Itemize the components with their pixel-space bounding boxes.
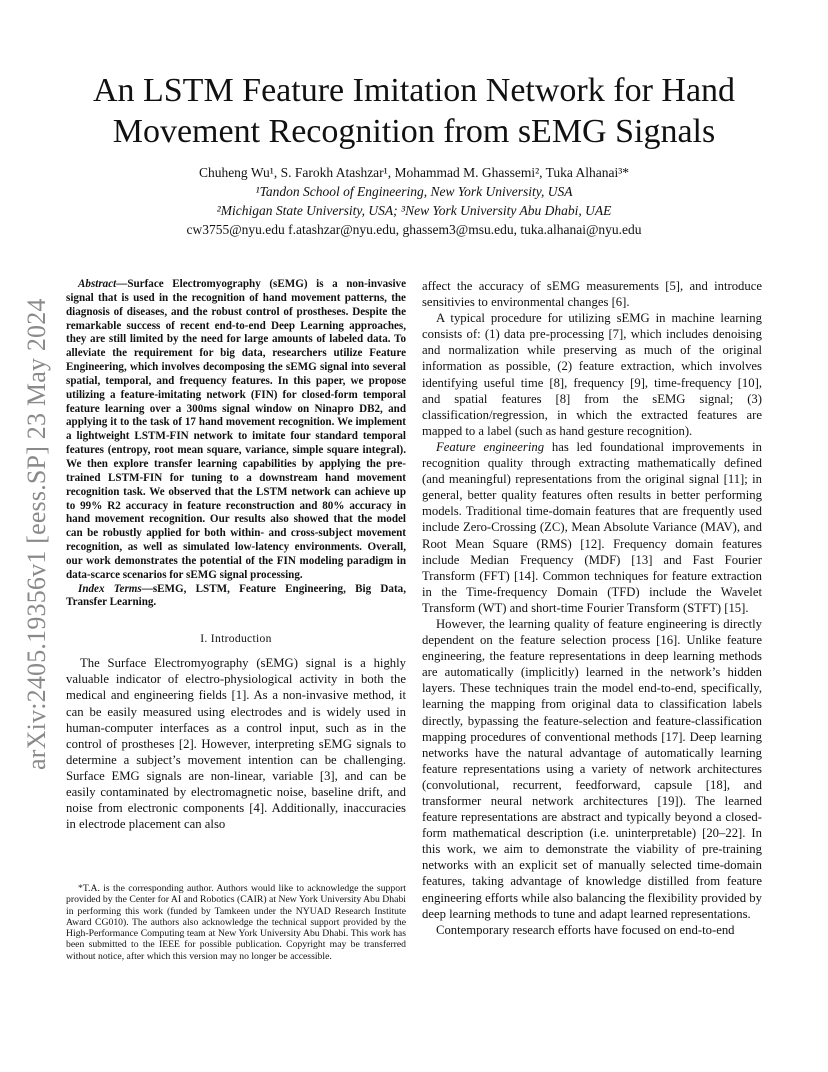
author-names: Chuheng Wu¹, S. Farokh Atashzar¹, Mohammad M. Ghassemi², Tuka Alhanai³*	[198, 165, 630, 180]
footnote	[66, 883, 406, 962]
affiliation-1: ¹Tandon School of Engineering, New York University, USA	[255, 184, 573, 199]
right-paragraph-procedure: A typical procedure for utilizing sEMG in machine learning consists of: (1) data pre-processing [7], which includes denoising and normalization while preserving as much of the original information as possible, (2) feature extraction, which involves identifying useful time [8], frequency [9], time-frequency [10], and spatial features [8] from the sEMG signal; (3) classification/regression, in which the extracted features are mapped to a label (such as hand gesture recognition).	[422, 311, 762, 438]
abstract	[66, 278, 406, 583]
right-paragraph-continuation: affect the accuracy of sEMG measurements [5], and introduce sensitivies to environmental changes [6].	[422, 279, 762, 310]
abstract-text: Surface Electromyography (sEMG) is a non-invasive signal that is used in the recognition of hand movement patterns, the diagnosis of diseases, and the robust control of prostheses. Despite the remarkable success of recent end-to-end Deep Learning approaches, they are still limited by the need for large amounts of labeled data. To alleviate the requirement for big data, researchers utilize Feature Engineering, which involves decomposing the sEMG signal into several spatial, temporal, and frequency features. In this paper, we propose utilizing a feature-imitating network (FIN) for closed-form temporal feature learning over a 300ms signal window on Ninapro DB2, and applying it to the task of 17 hand movement recognition. We implement a lightweight LSTM-FIN network to imitate four standard temporal features (entropy, root mean square, variance, simple square integral). We then explore transfer learning capabilities by applying the pre-trained LSTM-FIN for tuning to a downstream hand movement recognition task. We observed that the LSTM network can achieve up to 99% R2 accuracy in feature reconstruction and 80% accuracy in hand movement recognition. Our results also showed that the model can be robustly applied for both within- and cross-subject movement recognition, as well as simulated low-latency environments. Overall, our work demonstrates the potential of the FIN modeling paradigm in data-scarce scenarios for sEMG signal processing.	[66, 278, 406, 581]
abstract-label: Abstract—	[78, 278, 128, 290]
paper-title: An LSTM Feature Imitation Network for Hand Movement Recognition from sEMG Signals	[92, 72, 736, 150]
right-paragraph-contemporary: Contemporary research efforts have focused on end-to-end	[436, 922, 735, 937]
affiliation-2: ²Michigan State University, USA; ³New York University Abu Dhabi, UAE	[216, 203, 612, 218]
arxiv-stamp: arXiv:2405.19356v1 [eess.SP] 23 May 2024	[22, 298, 51, 770]
feature-engineering-text: has led foundational improvements in recognition quality through extracting mathematically defined (and meaningful) representations from the original signal [11]; in general, better quality features often results in better performing models. Traditional time-domain features that are frequently used include Zero-Crossing (ZC), Mean Absolute Variance (MAV), and Root Mean Square (RMS) [12]. Frequency domain features include Median Frequency (MDF) [13] and Fast Fourier Transform (FFT) [14]. Common techniques for feature extraction in the Time-frequency Domain (TFD) include the Wavelet Transform (WT) and short-time Fourier Transform (STFT) [15].	[422, 439, 762, 615]
author-emails: cw3755@nyu.edu f.atashzar@nyu.edu, ghassem3@msu.edu, tuka.alhanai@nyu.edu	[186, 222, 642, 237]
index-terms-label: Index Terms—	[78, 582, 153, 595]
index-terms	[66, 583, 406, 611]
intro-paragraph-1: The Surface Electromyography (sEMG) signal is a highly valuable indicator of electro-physiological activity in both the medical and engineering fields [1]. As a non-invasive method, it can be easily measured using electrodes and is widely used in human-computer interfaces as a control input, such as in the control of prostheses [2]. However, interpreting sEMG signals to determine a subject’s movement intention can be challenging. Surface EMG signals are non-linear, variable [3], and can be easily contaminated by electromagnetic noise, baseline drift, and noise from electronic components [4]. Additionally, inaccuracies in electrode placement can also	[66, 656, 406, 832]
footnote-text: *T.A. is the corresponding author. Authors would like to acknowledge the support provided by the Center for AI and Robotics (CAIR) at New York University Abu Dhabi in performing this work (funded by Tamkeen under the NYUAD Research Institute Award CG010). The authors also acknowledge the technical support provided by the High-Performance Computing team at New York University Abu Dhabi. This work has been submitted to the IEEE for possible publication. Copyright may be transferred without notice, after which this version may no longer be accessible.	[66, 883, 406, 962]
right-paragraph-feature-engineering	[422, 439, 762, 616]
section-heading-introduction: I. Introduction	[200, 632, 272, 646]
right-paragraph-deep-learning: However, the learning quality of feature engineering is directly dependent on the feature selection process [16]. Unlike feature engineering, the feature representations in deep learning methods are automatically (implicitly) learned in the network’s hidden layers. These techniques train the model end-to-end, specifically, learning the mapping from original data to classification labels directly, bypassing the feature-selection and feature-classification mapping procedures of conventional methods [17]. Deep learning networks have the natural advantage of automatically learning feature representations using a variety of network architectures (convolutional, recurrent, feedforward, capsule [18], and transformer neural network architectures [19]). The learned feature representations are abstract and typically beyond a closed-form mathematical description (i.e. uninterpretable) [20–22]. In this work, we aim to demonstrate the viability of pre-training networks with an explicit set of manually selected time-domain features, taking advantage of knowledge distilled from feature engineering efforts while also balancing the flexibility provided by deep learning methods to tune and adapt learned representations.	[422, 616, 762, 921]
right-column	[422, 278, 762, 938]
feature-engineering-emphasis: Feature engineering	[436, 439, 545, 454]
left-column	[66, 278, 406, 832]
index-terms-text: sEMG, LSTM, Feature Engineering, Big Data, Transfer Learning.	[66, 582, 406, 609]
author-block	[60, 163, 768, 239]
